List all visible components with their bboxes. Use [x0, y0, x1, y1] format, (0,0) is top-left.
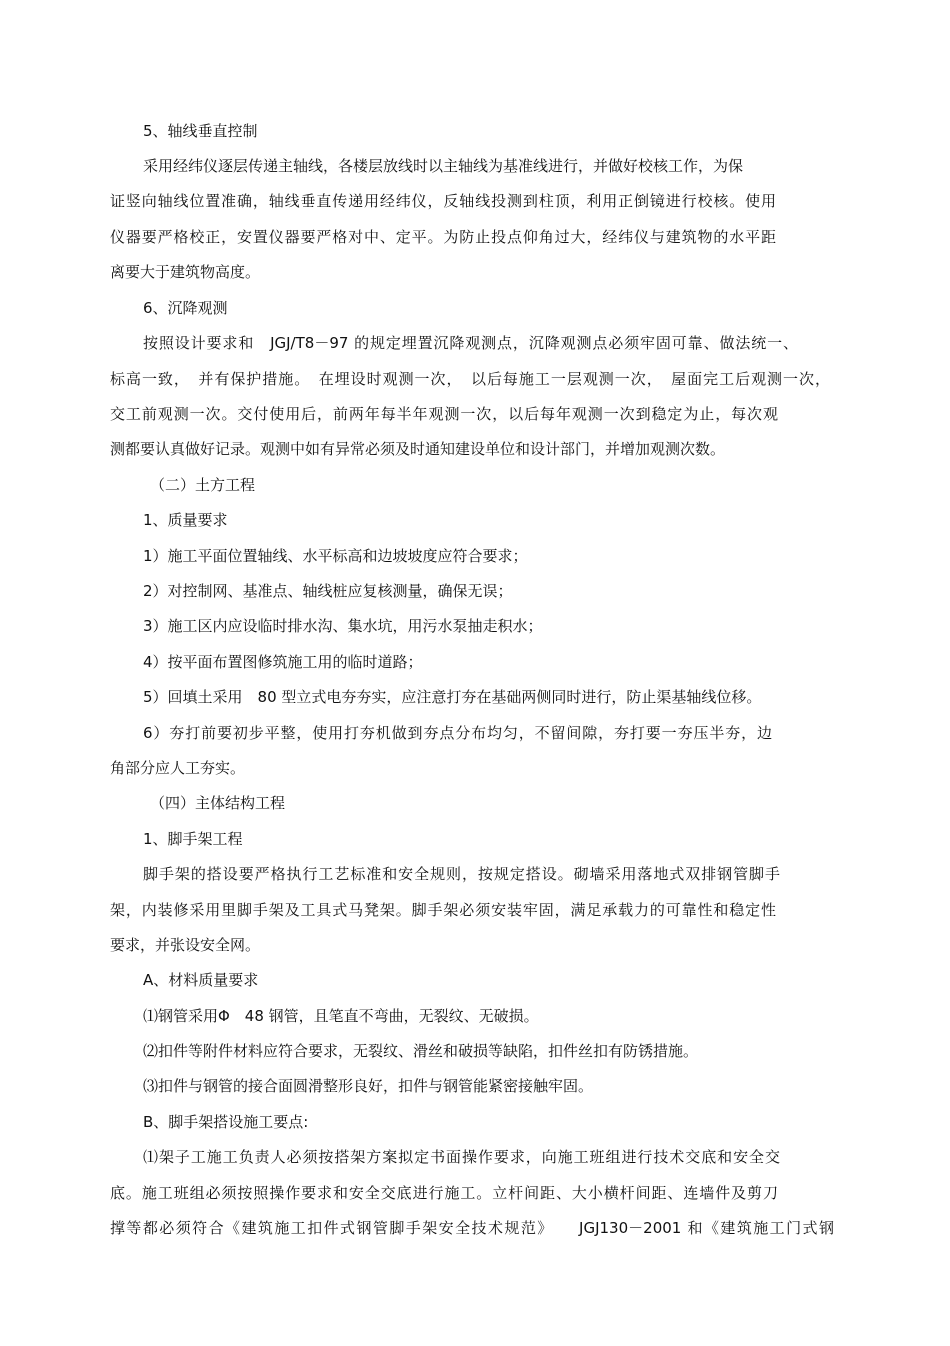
list-item: ⑴钢管采用Φ 48 钢管，且笔直不弯曲，无裂纹、无破损。 — [143, 1007, 539, 1025]
list-item: 1）施工平面位置轴线、水平标高和边坡坡度应符合要求； — [143, 547, 528, 565]
section-heading-main-structure: （四）主体结构工程 — [150, 794, 286, 812]
list-item: ⑶扣件与钢管的接合面圆滑整形良好，扣件与钢管能紧密接触牢固。 — [143, 1077, 594, 1095]
paragraph-line: 标高一致， 并有保护措施。 在埋设时观测一次， 以后每施工一层观测一次， 屋面完工后观测一次， — [110, 370, 830, 388]
paragraph-line: 按照设计要求和 JGJ/T8－97 的规定埋置沉降观测点，沉降观测点必须牢固可靠、做法统一、 — [143, 334, 798, 352]
list-item: ⑴架子工施工负责人必须按搭架方案拟定书面操作要求，向施工班组进行技术交底和安全交 — [143, 1148, 780, 1166]
list-item: 3）施工区内应设临时排水沟、集水坑，用污水泵抽走积水； — [143, 617, 543, 635]
list-item: 2）对控制网、基准点、轴线桩应复核测量，确保无误； — [143, 582, 513, 600]
paragraph-line: 撑等都必须符合《建筑施工扣件式钢管脚手架安全技术规范》 JGJ130－2001 和《建筑施工门式钢 — [110, 1219, 834, 1237]
paragraph-line: 脚手架的搭设要严格执行工艺标准和安全规则，按规定搭设。砌墙采用落地式双排钢管脚手 — [143, 865, 780, 883]
paragraph-line: 采用经纬仪逐层传递主轴线，各楼层放线时以主轴线为基准线进行，并做好校核工作，为保 — [143, 157, 744, 175]
heading-quality-requirements: 1、质量要求 — [143, 511, 228, 529]
heading-axis-vertical-control: 5、轴线垂直控制 — [143, 122, 258, 140]
heading-material-quality: A、材料质量要求 — [143, 971, 259, 989]
paragraph-line: 底。施工班组必须按照操作要求和安全交底进行施工。立杆间距、大小横杆间距、连墙件及剪刀 — [110, 1184, 778, 1202]
paragraph-line: 角部分应人工夯实。 — [110, 759, 246, 777]
paragraph-line: 要求，并张设安全网。 — [110, 936, 261, 954]
paragraph-line: 证竖向轴线位置准确，轴线垂直传递用经纬仪，反轴线投测到柱顶，利用正倒镜进行校核。使用 — [110, 192, 776, 210]
heading-settlement-observation: 6、沉降观测 — [143, 299, 228, 317]
list-item: 4）按平面布置图修筑施工用的临时道路； — [143, 653, 423, 671]
list-item: ⑵扣件等附件材料应符合要求，无裂纹、滑丝和破损等缺陷，扣件丝扣有防锈措施。 — [143, 1042, 699, 1060]
paragraph-line: 测都要认真做好记录。观测中如有异常必须及时通知建设单位和设计部门，并增加观测次数。 — [110, 440, 726, 458]
list-item: 6）夯打前要初步平整，使用打夯机做到夯点分布均匀，不留间隙，夯打要一夯压半夯，边 — [143, 724, 772, 742]
paragraph-line: 架，内装修采用里脚手架及工具式马凳架。脚手架必须安装牢固，满足承载力的可靠性和稳定性 — [110, 901, 776, 919]
list-item: 5）回填土采用 80 型立式电夯夯实，应注意打夯在基础两侧同时进行，防止渠基轴线位移。 — [143, 688, 762, 706]
heading-scaffolding: 1、脚手架工程 — [143, 830, 243, 848]
paragraph-line: 离要大于建筑物高度。 — [110, 263, 261, 281]
paragraph-line: 仪器要严格校正，安置仪器要严格对中、定平。为防止投点仰角过大，经纬仪与建筑物的水平距 — [110, 228, 776, 246]
section-heading-earthwork: （二）土方工程 — [150, 476, 256, 494]
paragraph-line: 交工前观测一次。交付使用后，前两年每半年观测一次，以后每年观测一次到稳定为止，每次观 — [110, 405, 778, 423]
heading-scaffold-erection: B、脚手架搭设施工要点: — [143, 1113, 309, 1131]
